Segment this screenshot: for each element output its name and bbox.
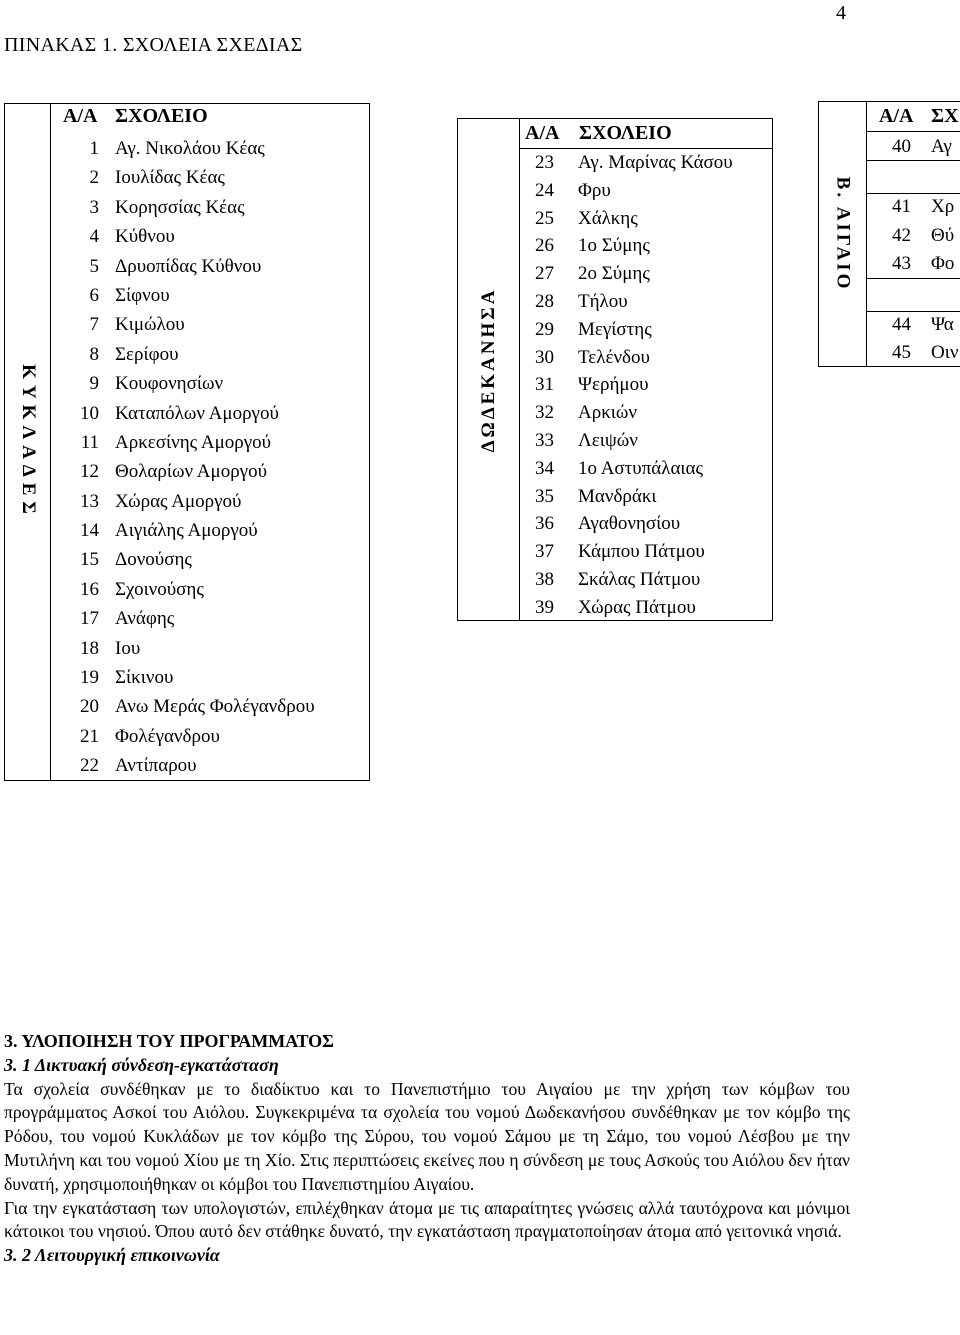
school-name: Φολέγανδρου (115, 725, 220, 747)
school-name: Κορησσίας Κέας (115, 196, 245, 218)
school-name: Θολαρίων Αμοργού (115, 461, 267, 483)
school-name: Αιγιάλης Αμοργού (115, 520, 258, 542)
table-row (458, 149, 772, 177)
row-number: 10 (80, 402, 99, 424)
table-row (5, 281, 369, 310)
school-name: Μεγίστης (578, 318, 652, 340)
row-number: 38 (535, 568, 554, 590)
row-number: 34 (535, 457, 554, 479)
paragraph: Για την εγκατάσταση των υπολογιστών, επιλέχθηκαν άτομα με τις απαραίτητες γνώσεις αλλά ταυτόχρονα και μόνιμοι κάτοικοι του νησιού. Όπου αυτό δεν στάθηκε δυνατό, την εγκατάσταση πραγματοποίησαν άτομα από γειτονικά νησιά. (4, 1197, 850, 1242)
subsection-heading: 3. 2 Λειτουργική επικοινωνία (4, 1245, 220, 1266)
row-number: 36 (535, 513, 554, 535)
page-title: ΠΙΝΑΚΑΣ 1. ΣΧΟΛΕΙΑ ΣΧΕΔΙΑΣ (4, 34, 303, 56)
school-name: Αρκεσίνης Αμοργού (115, 431, 272, 453)
table-row (458, 566, 772, 594)
row-number: 40 (892, 136, 911, 157)
region-label: Β. ΑΙΓΑΙΟ (832, 176, 854, 292)
table-row (5, 134, 369, 163)
column-header-school: ΣΧ (931, 105, 959, 127)
school-name: Φρυ (578, 179, 611, 201)
school-name: Λειψών (578, 429, 638, 451)
row-number: 8 (89, 343, 99, 365)
school-name: Τελένδου (578, 346, 650, 368)
school-name: Θύ (931, 225, 955, 246)
row-number: 4 (89, 226, 99, 248)
table-row (5, 428, 369, 457)
column-header-aa: Α/Α (63, 105, 98, 127)
row-number: 2 (89, 167, 99, 189)
table-row (5, 692, 369, 721)
table-row (458, 232, 772, 260)
row-number: 26 (535, 235, 554, 257)
table-row (458, 177, 772, 205)
school-name: Χρ (931, 196, 955, 217)
row-number: 32 (535, 402, 554, 424)
row-divider (867, 278, 960, 279)
row-number: 6 (89, 284, 99, 306)
table-row (5, 516, 369, 545)
row-number: 39 (535, 596, 554, 618)
school-name: Αγ. Μαρίνας Κάσου (578, 152, 733, 173)
column-header-aa: Α/Α (879, 105, 914, 127)
school-name: Χώρας Αμοργού (115, 490, 242, 512)
school-name: 2ο Σύμης (578, 263, 650, 285)
school-name: Αντίπαρου (115, 755, 197, 777)
table-row (458, 594, 772, 622)
table-row (5, 252, 369, 281)
school-name: Κιμώλου (115, 314, 185, 336)
row-number: 1 (89, 138, 99, 159)
table-row (5, 399, 369, 428)
row-number: 44 (892, 314, 911, 335)
region-label: ΔΩΔΕΚΑΝΗΣΑ (477, 287, 499, 452)
table-row (458, 316, 772, 344)
table-row (819, 250, 960, 278)
section-heading: 3. ΥΛΟΠΟΙΗΣΗ ΤΟΥ ΠΡΟΓΡΑΜΜΑΤΟΣ (4, 1031, 334, 1051)
row-number: 31 (535, 374, 554, 396)
dodecanese-table (457, 118, 773, 621)
table-row (5, 575, 369, 604)
row-number: 24 (535, 179, 554, 201)
table-row (819, 222, 960, 250)
row-number: 18 (80, 637, 99, 659)
school-name: 1ο Σύμης (578, 235, 650, 257)
table-row (5, 310, 369, 339)
subsection-heading: 3. 1 Δικτυακή σύνδεση-εγκατάσταση (4, 1054, 279, 1075)
table-row (5, 487, 369, 516)
school-name: Δρυοπίδας Κύθνου (115, 255, 262, 277)
table-row (5, 222, 369, 251)
table-row (458, 399, 772, 427)
school-name: Ιουλίδας Κέας (115, 167, 225, 189)
row-number: 12 (80, 461, 99, 483)
row-number: 27 (535, 263, 554, 285)
table-row (458, 344, 772, 372)
row-number: 14 (80, 520, 99, 542)
column-header-school: ΣΧΟΛΕΙΟ (115, 105, 208, 127)
school-name: 1ο Αστυπάλαιας (578, 457, 704, 479)
school-name: Σίφνου (115, 284, 170, 306)
cyclades-table (4, 103, 370, 781)
table-row (819, 193, 960, 221)
row-number: 43 (892, 253, 911, 274)
school-name: Κύθνου (115, 226, 175, 248)
row-number: 42 (892, 225, 911, 246)
table-rows (458, 149, 772, 622)
school-name: Δονούσης (115, 549, 192, 571)
school-name: Χάλκης (578, 207, 638, 229)
row-number: 30 (535, 346, 554, 368)
row-number: 21 (80, 725, 99, 747)
school-name: Ιου (115, 637, 141, 659)
row-number: 22 (80, 755, 99, 777)
table-row (458, 510, 772, 538)
row-number: 20 (80, 696, 99, 718)
table-row (5, 545, 369, 574)
school-name: Μανδράκι (578, 485, 657, 507)
table-row (458, 538, 772, 566)
school-name: Ψερήμου (578, 374, 649, 396)
row-number: 33 (535, 429, 554, 451)
school-name: Φο (931, 253, 955, 274)
row-number: 45 (892, 342, 911, 363)
paragraph: Τα σχολεία συνδέθηκαν με το διαδίκτυο και το Πανεπιστήμιο του Αιγαίου με την χρήση των κόμβων του προγράμματος Ασκοί του Αιόλου. Συγκεκριμένα τα σχολεία του νομού Δωδεκανήσου συνδέθηκαν με τον κόμβο της Ρόδου, του νομού Κυκλάδων με τον κόμβο της Σύρου, του νομού Σάμου με τη Σάμο, του νομού Λέσβου με την Μυτιλήνη και του νομού Χίου με τη Χίο. Στις περιπτώσεις εκείνες που η σύνδεση με τους Ασκούς του Αιόλου δεν ήταν δυνατή, χρησιμοποιήθηκαν οι κόμβοι του Πανεπιστημίου Αιγαίου. (4, 1078, 850, 1194)
implementation-section (4, 1030, 850, 1268)
school-name: Ανάφης (115, 608, 175, 630)
row-number: 41 (892, 196, 911, 217)
table-row (5, 751, 369, 780)
school-name: Χώρας Πάτμου (578, 596, 696, 618)
table-row (458, 288, 772, 316)
table-row (5, 722, 369, 751)
row-number: 9 (89, 373, 99, 395)
row-number: 37 (535, 541, 554, 563)
table-row (458, 483, 772, 511)
row-number: 19 (80, 667, 99, 689)
school-name: Σίκινου (115, 667, 174, 689)
school-name: Ανω Μεράς Φολέγανδρου (115, 696, 315, 718)
row-number: 15 (80, 549, 99, 571)
row-number: 3 (89, 196, 99, 218)
row-number: 17 (80, 608, 99, 630)
table-row (458, 205, 772, 233)
page-number: 4 (836, 2, 846, 24)
table-row (819, 133, 960, 161)
school-name: Σκάλας Πάτμου (578, 568, 701, 590)
table-row (5, 634, 369, 663)
table-rows (5, 134, 369, 781)
column-header-school: ΣΧΟΛΕΙΟ (579, 122, 672, 144)
school-name: Ψα (931, 314, 954, 335)
region-label: ΚΥΚΛΑΔΕΣ (17, 364, 39, 520)
row-number: 11 (80, 431, 99, 453)
table-row (819, 339, 960, 367)
school-name: Σερίφου (115, 343, 179, 365)
table-row (5, 193, 369, 222)
table-row (458, 427, 772, 455)
table-row (5, 340, 369, 369)
school-name: Αρκιών (578, 402, 637, 424)
school-name: Κάμπου Πάτμου (578, 541, 705, 563)
school-name: Αγ. Νικολάου Κέας (115, 138, 265, 159)
table-row (458, 371, 772, 399)
school-name: Κουφονησίων (115, 373, 224, 395)
table-row (5, 369, 369, 398)
table-row (458, 260, 772, 288)
row-number: 29 (535, 318, 554, 340)
table-row (5, 663, 369, 692)
row-number: 35 (535, 485, 554, 507)
school-name: Τήλου (578, 290, 628, 312)
table-row (5, 604, 369, 633)
row-number: 5 (89, 255, 99, 277)
school-name: Αγ (931, 136, 952, 157)
row-number: 28 (535, 290, 554, 312)
school-name: Οιν (931, 342, 959, 363)
school-name: Καταπόλων Αμοργού (115, 402, 279, 424)
north-aegean-table (818, 101, 960, 367)
table-row (5, 457, 369, 486)
column-header-aa: Α/Α (525, 122, 560, 144)
row-number: 16 (80, 578, 99, 600)
row-number: 7 (89, 314, 99, 336)
table-row (5, 163, 369, 192)
table-row (819, 311, 960, 339)
row-number: 23 (535, 152, 554, 173)
school-name: Σχοινούσης (115, 578, 204, 600)
row-number: 25 (535, 207, 554, 229)
school-name: Αγαθονησίου (578, 513, 681, 535)
table-row (458, 455, 772, 483)
row-number: 13 (80, 490, 99, 512)
